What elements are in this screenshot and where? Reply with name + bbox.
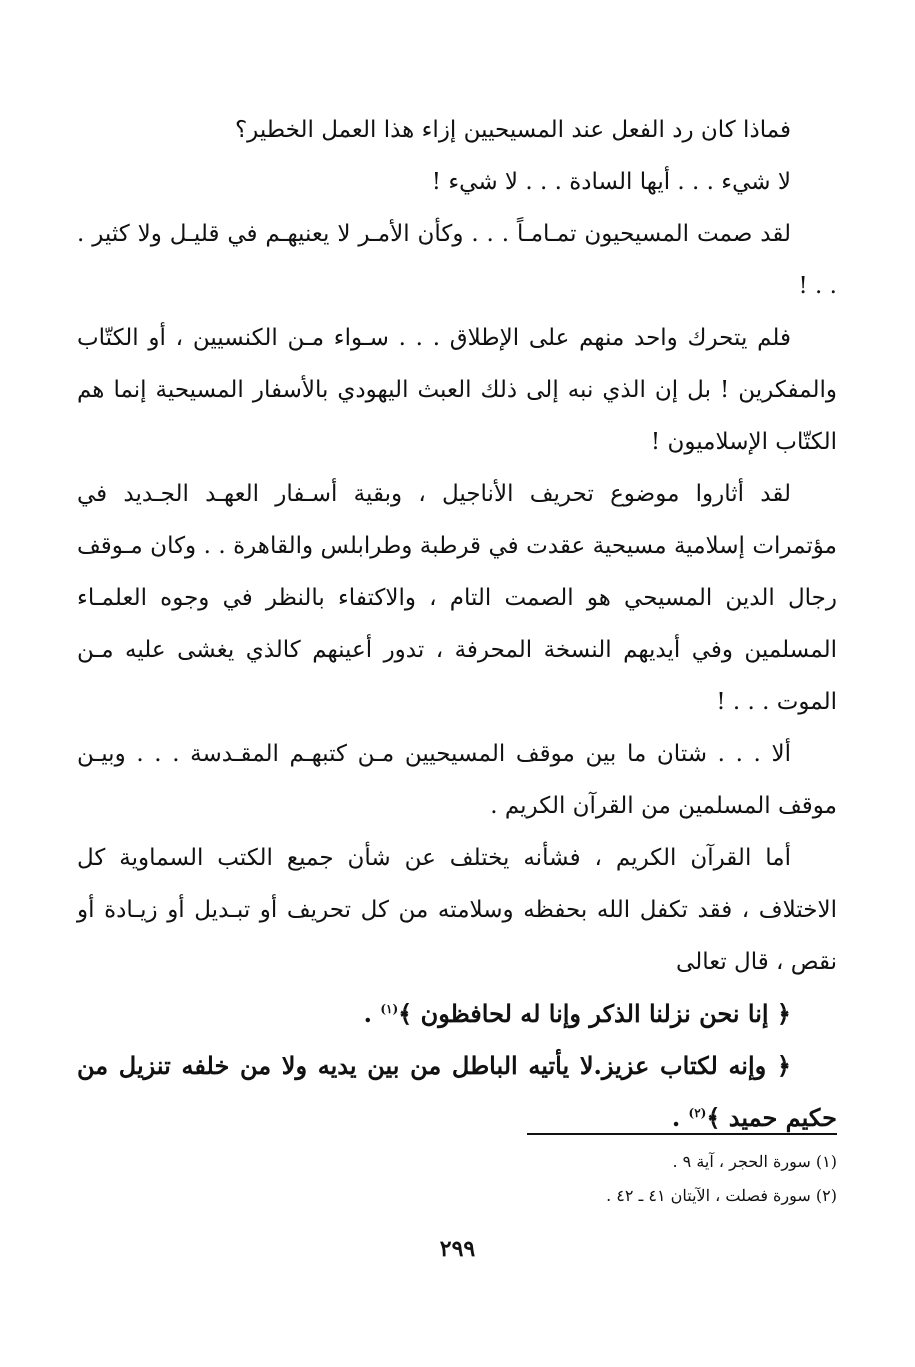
verse-text: ﴿ إنا نحن نزلنا الذكر وإنا له لحافظون ﴾ xyxy=(398,999,791,1028)
footnote-ref: (٢) xyxy=(688,1106,707,1120)
verse-tail: . xyxy=(671,1103,689,1132)
paragraph: لقد صمت المسيحيون تمـامـاً . . . وكأن الأمـر لا يعنيهـم في قليـل ولا كثير . . . ! xyxy=(77,221,837,299)
verse-tail: . xyxy=(363,999,381,1028)
paragraph: ألا . . . شتان ما بين موقف المسيحيين مـن كتبهـم المقـدسة . . . وبيـن موقف المسلمين من القرآن الكريم . xyxy=(77,741,837,819)
paragraph: أما القرآن الكريم ، فشأنه يختلف عن شأن جميع الكتب السماوية كل الاختلاف ، فقد تكفل الله بحفظه وسلامته من كل تحريف أو تبـديل أو زيـادة أو نقص ، قال تعالى xyxy=(77,845,837,975)
footnote: (١) سورة الحجر ، آية ٩ . xyxy=(672,1152,837,1171)
paragraph: فماذا كان رد الفعل عند المسيحيين إزاء هذا العمل الخطير؟ xyxy=(234,117,791,143)
footnotes xyxy=(77,1133,837,1213)
quran-verse xyxy=(77,988,837,1040)
paragraph: لا شيء . . . أيها السادة . . . لا شيء ! xyxy=(431,169,791,195)
page-number: ٢٩٩ xyxy=(439,1236,476,1262)
paragraph: لقد أثاروا موضوع تحريف الأناجيل ، وبقية أسـفار العهـد الجـديد في مؤتمرات إسلامية مسيحية عقدت في قرطبة وطرابلس والقاهرة . . وكان مـوقف رجال الدين المسيحي هو الصمت التام ، والاكتفاء بالنظر في وجوه العلمـاء المسلمين وفي أيديهم النسخة المحرفة ، تدور أعينهم كالذي يغشى عليه مـن الموت . . . ! xyxy=(77,481,837,715)
verse-text: ﴿ وإنه لكتاب عزيز.لا يأتيه الباطل من بين يديه ولا من خلفه تنزيل من حكيم حميد ﴾ xyxy=(77,1051,837,1132)
footnote-ref: (١) xyxy=(380,1002,399,1016)
footnote: (٢) سورة فصلت ، الآيتان ٤١ ـ ٤٢ . xyxy=(606,1186,837,1205)
footnote-divider xyxy=(527,1133,837,1135)
quran-verse xyxy=(77,1040,837,1144)
page-body xyxy=(77,104,837,1144)
paragraph: فلم يتحرك واحد منهم على الإطلاق . . . سـواء مـن الكنسيين ، أو الكتّاب والمفكرين ! بل إن الذي نبه إلى ذلك العبث اليهودي بالأسفار المسيحية إنما هم الكتّاب الإسلاميون ! xyxy=(77,325,837,455)
